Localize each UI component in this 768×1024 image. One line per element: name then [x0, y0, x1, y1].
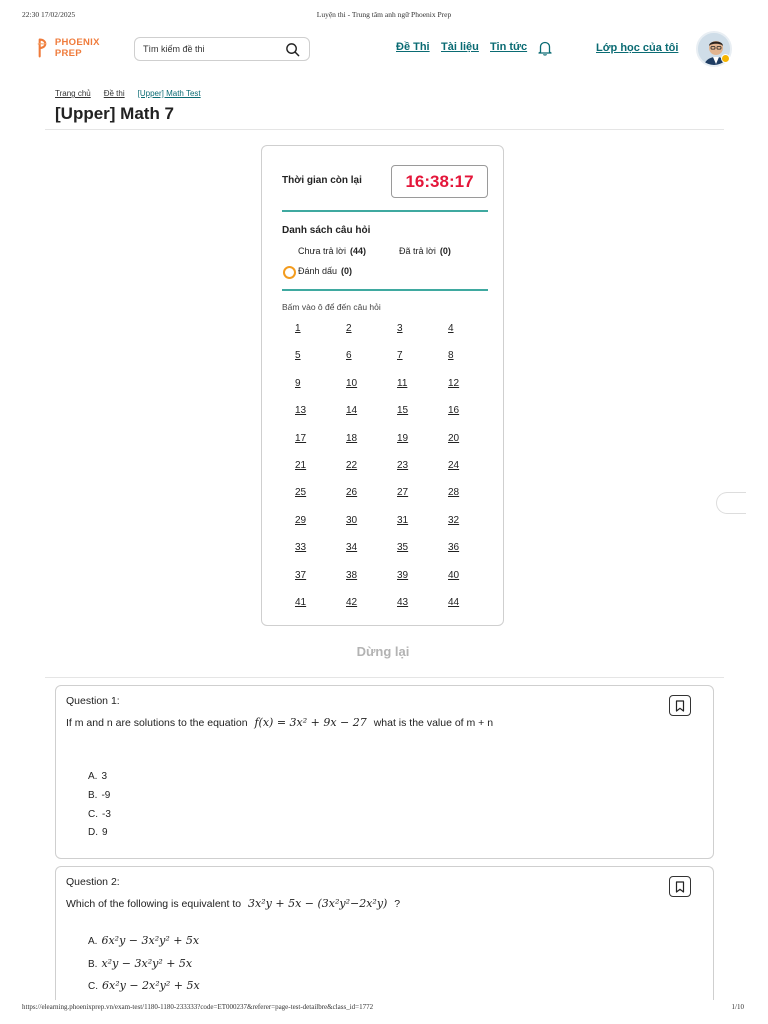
question-link[interactable]: 14: [346, 405, 358, 417]
question-link[interactable]: 4: [448, 323, 454, 334]
bookmark-icon: [675, 881, 685, 893]
question-prompt-end: what is the value of m + n: [373, 717, 494, 729]
breadcrumb: [55, 89, 201, 98]
bookmark-button[interactable]: [669, 876, 691, 897]
search-input[interactable]: [135, 38, 275, 60]
question-link[interactable]: 31: [397, 514, 409, 526]
question-link[interactable]: 17: [295, 432, 307, 444]
question-link[interactable]: 42: [346, 596, 358, 608]
question-link[interactable]: 38: [346, 569, 358, 581]
option-text: 3: [101, 771, 108, 782]
question-card: [55, 685, 714, 859]
question-list-title: Danh sách câu hỏi: [282, 225, 371, 236]
question-link[interactable]: 39: [397, 569, 409, 581]
answer-option[interactable]: [88, 790, 110, 801]
breadcrumb-current[interactable]: [Upper] Math Test: [137, 89, 201, 98]
breadcrumb-exams[interactable]: Đề thi: [103, 89, 125, 98]
question-link[interactable]: 1: [295, 323, 301, 334]
divider: [282, 210, 488, 212]
option-label: B.: [88, 959, 98, 970]
answer-option[interactable]: [88, 979, 204, 992]
my-classes-link[interactable]: Lớp học của tôi: [596, 42, 679, 54]
question-link[interactable]: 30: [346, 514, 358, 526]
option-label: A.: [88, 771, 98, 782]
option-label: C.: [88, 809, 98, 820]
question-text: [66, 716, 493, 729]
question-number: Question 1:: [66, 695, 120, 707]
question-text: [66, 897, 400, 910]
question-number: Question 2:: [66, 876, 120, 888]
question-card: [55, 866, 714, 1000]
option-text: x²y − 3x²y² + 5x: [101, 957, 193, 970]
question-link[interactable]: 13: [295, 405, 307, 417]
nav-news[interactable]: Tin tức: [490, 41, 528, 53]
question-link[interactable]: 2: [346, 323, 352, 334]
question-link[interactable]: 5: [295, 350, 301, 362]
answer-option[interactable]: [88, 957, 196, 970]
question-link[interactable]: 9: [295, 377, 301, 389]
divider: [282, 289, 488, 291]
side-drawer-handle[interactable]: [716, 492, 746, 514]
question-link[interactable]: 18: [346, 432, 358, 444]
option-text: 9: [102, 827, 108, 838]
question-link[interactable]: 19: [397, 432, 409, 444]
countdown-timer: 16:38:17: [391, 165, 488, 198]
marked-label: Đánh dấu: [298, 266, 338, 276]
option-text: 6x²y − 2x²y² + 5x: [102, 979, 200, 992]
option-text: -3: [102, 809, 111, 820]
question-link[interactable]: 33: [295, 542, 307, 554]
unanswered-label: Chưa trả lời: [298, 246, 346, 256]
question-prompt: If m and n are solutions to the equation: [66, 717, 248, 729]
logo-text: PHOENIX PREP: [54, 37, 100, 59]
question-math: f(x) = 3x² + 9x − 27: [254, 716, 367, 729]
print-url: https://elearning.phoenixprep.vn/exam-test/1180-1180-233333?code=ET000237&referer=page-test-detailbre&class_id=1772: [22, 1003, 374, 1011]
question-link[interactable]: 27: [397, 487, 409, 499]
question-nav-panel: [261, 145, 504, 626]
answer-option[interactable]: [88, 771, 107, 782]
question-link[interactable]: 24: [448, 459, 460, 471]
option-label: A.: [88, 936, 98, 947]
question-link[interactable]: 23: [397, 459, 409, 471]
question-link[interactable]: 8: [448, 350, 454, 362]
question-link[interactable]: 37: [295, 569, 307, 581]
question-prompt-end: ?: [394, 898, 401, 910]
question-link[interactable]: 16: [448, 405, 460, 417]
question-link[interactable]: 11: [397, 377, 408, 389]
avatar-status-badge: [721, 54, 730, 63]
time-remaining-label: Thời gian còn lại: [282, 175, 362, 186]
question-nav-hint: Bấm vào ô để đến câu hỏi: [282, 302, 381, 312]
print-datetime: 22:30 17/02/2025: [22, 10, 76, 19]
answer-option[interactable]: [88, 809, 111, 820]
question-link[interactable]: 36: [448, 542, 460, 554]
question-link[interactable]: 35: [397, 542, 409, 554]
print-header: [0, 10, 768, 24]
option-text: -9: [101, 790, 111, 801]
bookmark-icon: [675, 700, 685, 712]
question-link[interactable]: 43: [397, 596, 409, 608]
unanswered-count: (44): [349, 246, 366, 256]
option-text: 6x²y − 3x²y² + 5x: [101, 934, 200, 947]
search-icon[interactable]: [285, 42, 300, 57]
option-label: C.: [88, 981, 98, 992]
question-link[interactable]: 12: [448, 377, 460, 389]
question-link[interactable]: 29: [295, 514, 307, 526]
question-number-grid: [295, 323, 485, 624]
question-link[interactable]: 32: [448, 514, 460, 526]
question-link[interactable]: 41: [295, 596, 307, 608]
question-link[interactable]: 22: [346, 459, 358, 471]
question-link[interactable]: 6: [346, 350, 352, 362]
answer-option[interactable]: [88, 934, 203, 947]
question-math: 3x²y + 5x − (3x²y²−2x²y): [248, 897, 388, 910]
question-link[interactable]: 10: [346, 377, 358, 389]
marked-circle-icon: [283, 266, 296, 279]
bookmark-button[interactable]: [669, 695, 691, 716]
divider: [45, 677, 724, 678]
phoenix-logo-icon: [35, 36, 52, 60]
question-link[interactable]: 44: [448, 596, 460, 608]
bell-icon[interactable]: [537, 40, 553, 56]
question-link[interactable]: 3: [397, 323, 403, 334]
nav-exams[interactable]: Đề Thi: [396, 41, 430, 53]
page-title: [Upper] Math 7: [55, 104, 174, 123]
answered-count: (0): [439, 246, 451, 256]
question-link[interactable]: 40: [448, 569, 460, 581]
breadcrumb-home[interactable]: Trang chủ: [55, 89, 91, 98]
print-page-number: 1/10: [731, 1003, 744, 1011]
answered-label: Đã trả lời: [399, 246, 436, 256]
question-link[interactable]: 7: [397, 350, 403, 362]
question-link[interactable]: 34: [346, 542, 358, 554]
question-link[interactable]: 25: [295, 487, 307, 499]
option-label: B.: [88, 790, 98, 801]
answered-stat: [399, 246, 451, 256]
print-doc-title: Luyện thi - Trung tâm anh ngữ Phoenix Prep: [316, 10, 452, 19]
nav-documents[interactable]: Tài liệu: [441, 41, 479, 53]
divider: [45, 129, 724, 130]
stop-button[interactable]: Dừng lại: [356, 644, 410, 659]
unanswered-stat: [298, 246, 366, 256]
marked-stat: [298, 266, 352, 276]
answer-option[interactable]: [88, 827, 108, 838]
question-link[interactable]: 20: [448, 432, 460, 444]
question-link[interactable]: 15: [397, 405, 409, 417]
option-label: D.: [88, 827, 98, 838]
search-box: [134, 37, 310, 61]
question-link[interactable]: 28: [448, 487, 460, 499]
question-prompt: Which of the following is equivalent to: [66, 898, 242, 910]
marked-count: (0): [341, 266, 353, 276]
question-link[interactable]: 21: [295, 459, 307, 471]
logo[interactable]: [35, 35, 125, 61]
question-link[interactable]: 26: [346, 487, 358, 499]
